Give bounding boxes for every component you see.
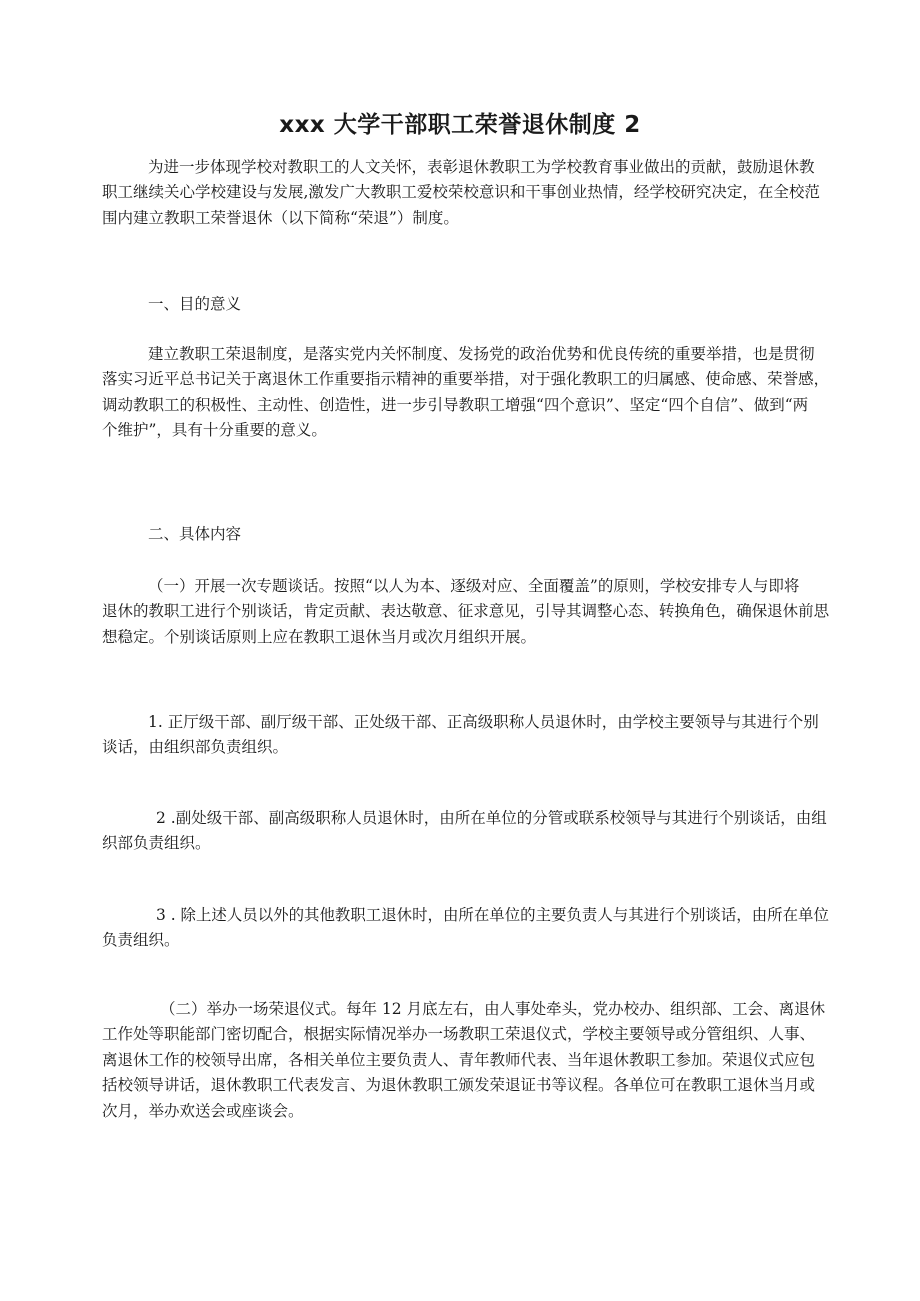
text-line: 2 .副处级干部、副高级职称人员退休时，由所在单位的分管或联系校领导与其进行个别谈话，由组	[156, 809, 827, 827]
text-line: 落实习近平总书记关于离退休工作重要指示精神的重要举措，对于强化教职工的归属感、使命感、荣誉感，	[102, 370, 830, 389]
text-line: 织部负责组织。	[102, 834, 211, 853]
text-line: 调动教职工的积极性、主动性、创造性，进一步引导教职工增强“四个意识”、坚定“四个自信”、做到“两	[102, 395, 809, 414]
text-line: 为进一步体现学校对教职工的人文关怀，表彰退休教职工为学校教育事业做出的贡献，鼓励退休教	[148, 158, 815, 176]
numbered-item-paragraph	[102, 710, 830, 761]
text-line: 谈话，由组织部负责组织。	[102, 738, 289, 757]
text-line: 职工继续关心学校建设与发展,激发广大教职工爱校荣校意识和干事创业热情，经学校研究决定，在全校范	[102, 183, 820, 202]
numbered-item-paragraph	[102, 903, 830, 954]
text-line: （一）开展一次专题谈话。按照“以人为本、逐级对应、全面覆盖”的原则，学校安排专人与即将	[148, 577, 800, 595]
text-line: 退休的教职工进行个别谈话，肯定贡献、表达敬意、征求意见，引导其调整心态、转换角色，确保退休前思	[102, 602, 830, 621]
document-title: xxx 大学干部职工荣誉退休制度 2	[279, 112, 641, 138]
content-item-paragraph	[102, 997, 830, 1124]
section-heading	[102, 292, 830, 317]
text-line: 想稳定。个别谈话原则上应在教职工退休当月或次月组织开展。	[102, 627, 537, 646]
text-line: 次月，举办欢送会或座谈会。	[102, 1101, 304, 1120]
heading-text: 一、目的意义	[148, 295, 242, 313]
text-line: 离退休工作的校领导出席，各相关单位主要负责人、青年教师代表、当年退休教职工参加。荣退仪式应包	[102, 1050, 816, 1069]
intro-paragraph	[102, 155, 830, 231]
purpose-paragraph	[102, 342, 830, 444]
text-line: 工作处等职能部门密切配合，根据实际情况举办一场教职工荣退仪式，学校主要领导或分管组织、人事、	[102, 1025, 816, 1044]
text-line: （二）举办一场荣退仪式。每年 12 月底左右，由人事处牵头，党办校办、组织部、工会、离退休	[160, 1000, 826, 1018]
content-item-paragraph	[102, 574, 830, 650]
text-line: 3 . 除上述人员以外的其他教职工退休时，由所在单位的主要负责人与其进行个别谈话，由所在单位	[156, 906, 829, 924]
text-line: 括校领导讲话，退休教职工代表发言、为退休教职工颁发荣退证书等议程。各单位可在教职工退休当月或	[102, 1076, 816, 1095]
text-line: 建立教职工荣退制度，是落实党内关怀制度、发扬党的政治优势和优良传统的重要举措，也是贯彻	[148, 345, 815, 363]
heading-text: 二、具体内容	[148, 525, 242, 543]
text-line: 负责组织。	[102, 931, 180, 950]
numbered-item-paragraph	[102, 806, 830, 857]
text-line: 1. 正厅级干部、副厅级干部、正处级干部、正高级职称人员退休时，由学校主要领导与其进行个别	[148, 713, 819, 731]
text-line: 个维护”，具有十分重要的意义。	[102, 421, 327, 440]
section-heading	[102, 522, 830, 547]
text-line: 围内建立教职工荣誉退休（以下简称“荣退”）制度。	[102, 208, 459, 227]
